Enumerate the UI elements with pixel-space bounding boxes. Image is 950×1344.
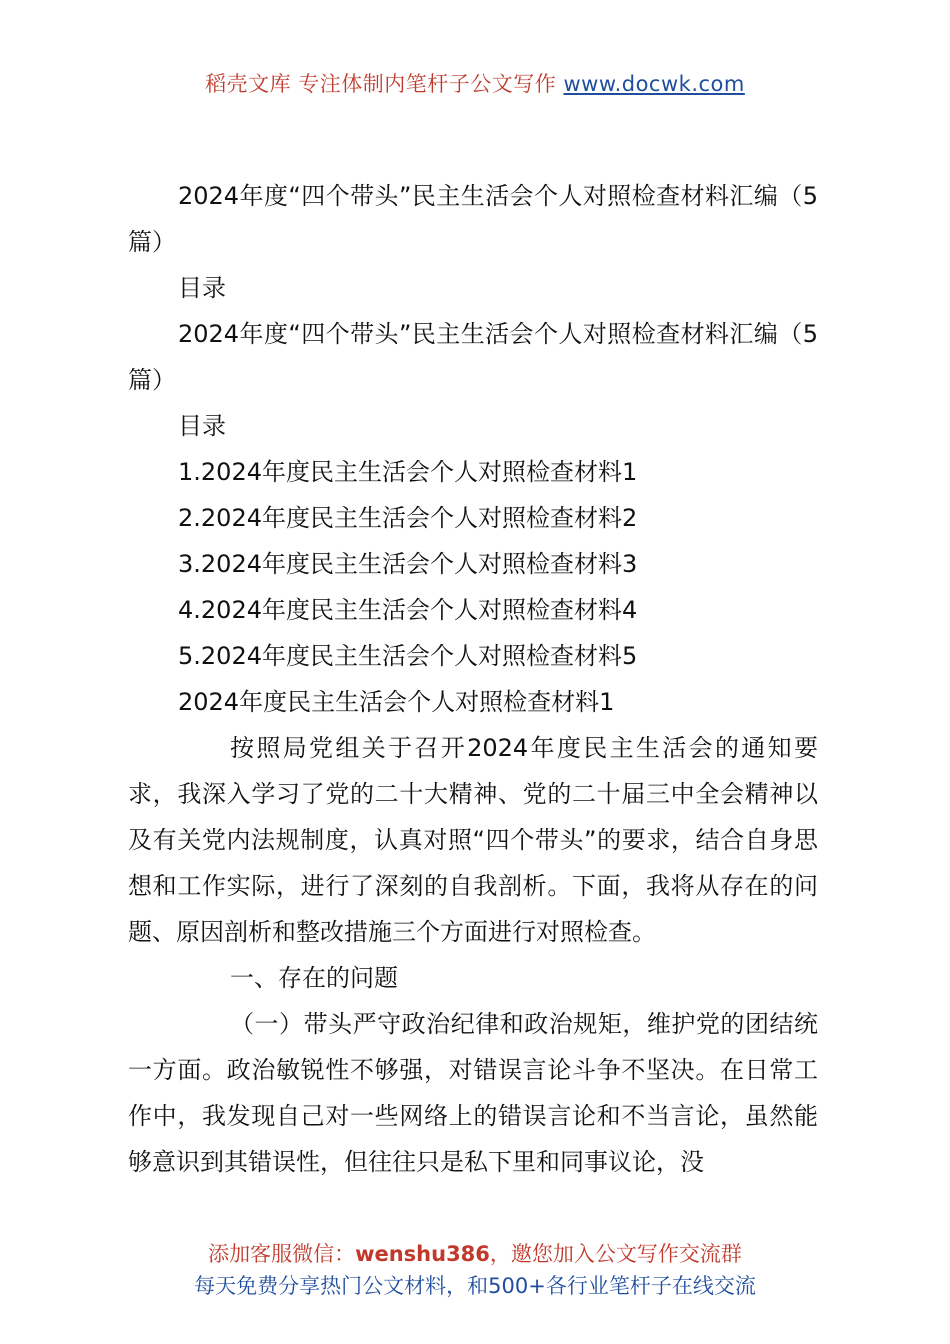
footer-wechat-id: wenshu386 [355,1242,490,1266]
toc-item: 2.2024年度民主生活会个人对照检查材料2 [178,504,638,532]
header-url-link[interactable]: www.docwk.com [563,72,745,96]
document-body [128,173,818,1185]
section-title: 2024年度民主生活会个人对照检查材料1 [178,688,615,716]
toc-label-repeat: 目录 [178,412,226,440]
page-header [0,68,950,98]
toc-item: 3.2024年度民主生活会个人对照检查材料3 [178,550,638,578]
intro-paragraph: 按照局党组关于召开2024年度民主生活会的通知要求，我深入学习了党的二十大精神、党的二十届三中全会精神以及有关党内法规制度，认真对照“四个带头”的要求，结合自身思想和工作实际，进行了深刻的自我剖析。下面，我将从存在的问题、原因剖析和整改措施三个方面进行对照检查。 [128,734,818,946]
header-brand-text: 稻壳文库 专注体制内笔杆子公文写作 [205,72,564,96]
toc-item: 4.2024年度民主生活会个人对照检查材料4 [178,596,638,624]
page-footer [0,1238,950,1302]
document-title: 2024年度“四个带头”民主生活会个人对照检查材料汇编（5篇） [128,182,818,256]
sub-paragraph: （一）带头严守政治纪律和政治规矩，维护党的团结统一方面。政治敏锐性不够强，对错误言论斗争不坚决。在日常工作中，我发现自己对一些网络上的错误言论和不当言论，虽然能够意识到其错误性，但往往只是私下里和同事议论，没 [128,1010,818,1176]
document-title-repeat: 2024年度“四个带头”民主生活会个人对照检查材料汇编（5篇） [128,320,818,394]
toc-item: 1.2024年度民主生活会个人对照检查材料1 [178,458,638,486]
toc-item: 5.2024年度民主生活会个人对照检查材料5 [178,642,638,670]
footer-wechat-prefix: 添加客服微信： [208,1242,356,1266]
heading-problems: 一、存在的问题 [230,964,398,992]
toc-label: 目录 [178,274,226,302]
footer-wechat-line [0,1238,950,1270]
footer-wechat-suffix: ，邀您加入公文写作交流群 [489,1242,742,1266]
footer-promo-line: 每天免费分享热门公文材料，和500+各行业笔杆子在线交流 [194,1274,756,1298]
